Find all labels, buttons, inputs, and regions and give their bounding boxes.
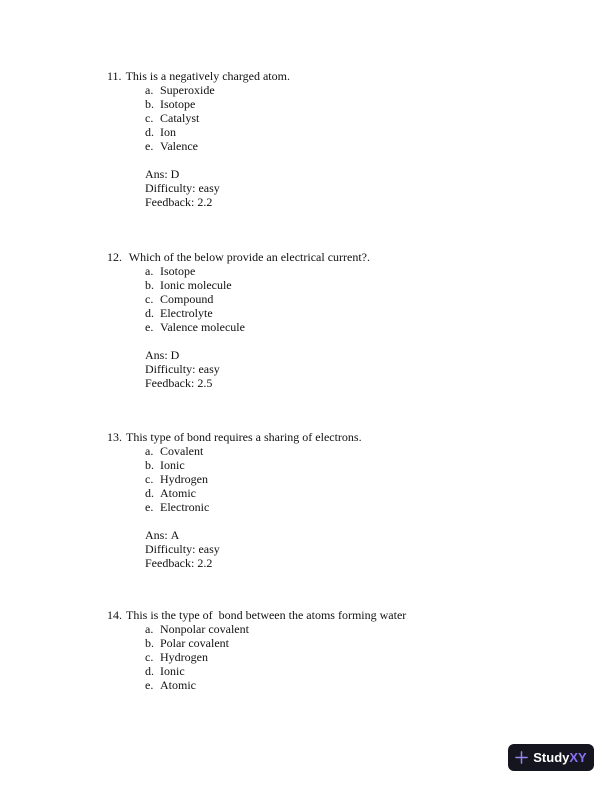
option-letter: a.	[145, 83, 154, 97]
option-row	[0, 125, 612, 139]
option-letter: c.	[145, 292, 154, 306]
option-row	[0, 292, 612, 306]
difficulty-value: easy	[198, 181, 220, 195]
question-text: This type of bond requires a sharing of electrons.	[126, 430, 362, 444]
question-block-12	[0, 250, 612, 390]
question-number: 12.	[107, 250, 122, 264]
option-letter: e.	[145, 500, 154, 514]
option-row	[0, 139, 612, 153]
option-text: Valence molecule	[160, 320, 245, 334]
option-text: Polar covalent	[160, 636, 229, 650]
difficulty-line	[0, 542, 612, 556]
option-text: Hydrogen	[160, 472, 208, 486]
option-text: Superoxide	[160, 83, 215, 97]
option-row	[0, 278, 612, 292]
answer-value: D	[170, 167, 180, 181]
option-row	[0, 320, 612, 334]
option-text: Covalent	[160, 444, 204, 458]
option-text: Catalyst	[160, 111, 200, 125]
option-letter: b.	[145, 278, 154, 292]
option-text: Electronic	[160, 500, 210, 514]
option-text: Compound	[160, 292, 214, 306]
option-row	[0, 622, 612, 636]
question-number: 13.	[107, 430, 122, 444]
answer-line	[0, 167, 612, 181]
difficulty-label: Difficulty:	[145, 181, 196, 195]
feedback-line	[0, 376, 612, 390]
answer-value: D	[170, 348, 180, 362]
brand-text-primary: Study	[533, 750, 570, 765]
option-row	[0, 486, 612, 500]
difficulty-value: easy	[198, 362, 220, 376]
option-row	[0, 97, 612, 111]
option-row	[0, 444, 612, 458]
option-letter: c.	[145, 650, 154, 664]
feedback-label: Feedback:	[145, 556, 195, 570]
option-letter: d.	[145, 125, 154, 139]
option-row	[0, 458, 612, 472]
option-row	[0, 500, 612, 514]
question-block-11	[0, 69, 612, 209]
option-letter: d.	[145, 486, 154, 500]
question-number: 14.	[107, 608, 122, 622]
difficulty-label: Difficulty:	[145, 362, 196, 376]
option-letter: a.	[145, 444, 154, 458]
option-letter: b.	[145, 636, 154, 650]
option-text: Valence	[160, 139, 198, 153]
option-letter: c.	[145, 111, 154, 125]
answer-value: A	[170, 528, 180, 542]
studyxy-logo-badge	[508, 744, 594, 771]
feedback-line	[0, 556, 612, 570]
option-text: Nonpolar covalent	[160, 622, 249, 636]
question-line	[0, 430, 612, 444]
plus-icon	[515, 751, 528, 764]
option-text: Ionic	[160, 664, 185, 678]
feedback-line	[0, 195, 612, 209]
question-line	[0, 608, 612, 622]
option-text: Atomic	[160, 678, 196, 692]
question-block-13	[0, 430, 612, 570]
feedback-value: 2.5	[197, 376, 213, 390]
option-text: Electrolyte	[160, 306, 213, 320]
option-letter: e.	[145, 320, 154, 334]
feedback-label: Feedback:	[145, 195, 195, 209]
difficulty-line	[0, 362, 612, 376]
question-block-14	[0, 608, 612, 692]
answer-label: Ans:	[145, 167, 168, 181]
blank-line	[0, 334, 612, 348]
option-letter: e.	[145, 139, 154, 153]
answer-label: Ans:	[145, 348, 168, 362]
option-text: Isotope	[160, 264, 196, 278]
option-row	[0, 111, 612, 125]
blank-line	[0, 153, 612, 167]
question-text: This is the type of bond between the atoms forming water	[126, 608, 407, 622]
option-letter: c.	[145, 472, 154, 486]
option-text: Ionic	[160, 458, 185, 472]
difficulty-label: Difficulty:	[145, 542, 196, 556]
option-row	[0, 650, 612, 664]
question-line	[0, 250, 612, 264]
option-row	[0, 664, 612, 678]
option-text: Ionic molecule	[160, 278, 232, 292]
option-text: Atomic	[160, 486, 196, 500]
option-letter: d.	[145, 306, 154, 320]
option-row	[0, 678, 612, 692]
answer-line	[0, 348, 612, 362]
option-row	[0, 636, 612, 650]
feedback-value: 2.2	[197, 195, 213, 209]
brand-text-secondary: XY	[569, 750, 587, 765]
question-line	[0, 69, 612, 83]
question-text: This is a negatively charged atom.	[125, 69, 290, 83]
question-text: Which of the below provide an electrical current?.	[126, 250, 371, 264]
option-row	[0, 306, 612, 320]
feedback-label: Feedback:	[145, 376, 195, 390]
option-letter: d.	[145, 664, 154, 678]
option-text: Hydrogen	[160, 650, 208, 664]
option-text: Ion	[160, 125, 176, 139]
feedback-value: 2.2	[197, 556, 213, 570]
option-letter: e.	[145, 678, 154, 692]
option-row	[0, 83, 612, 97]
blank-line	[0, 514, 612, 528]
option-letter: a.	[145, 264, 154, 278]
option-text: Isotope	[160, 97, 196, 111]
option-letter: a.	[145, 622, 154, 636]
option-row	[0, 472, 612, 486]
question-number: 11.	[107, 69, 122, 83]
brand-text	[533, 751, 586, 764]
option-letter: b.	[145, 97, 154, 111]
difficulty-line	[0, 181, 612, 195]
option-letter: b.	[145, 458, 154, 472]
answer-line	[0, 528, 612, 542]
difficulty-value: easy	[198, 542, 220, 556]
option-row	[0, 264, 612, 278]
answer-label: Ans:	[145, 528, 168, 542]
